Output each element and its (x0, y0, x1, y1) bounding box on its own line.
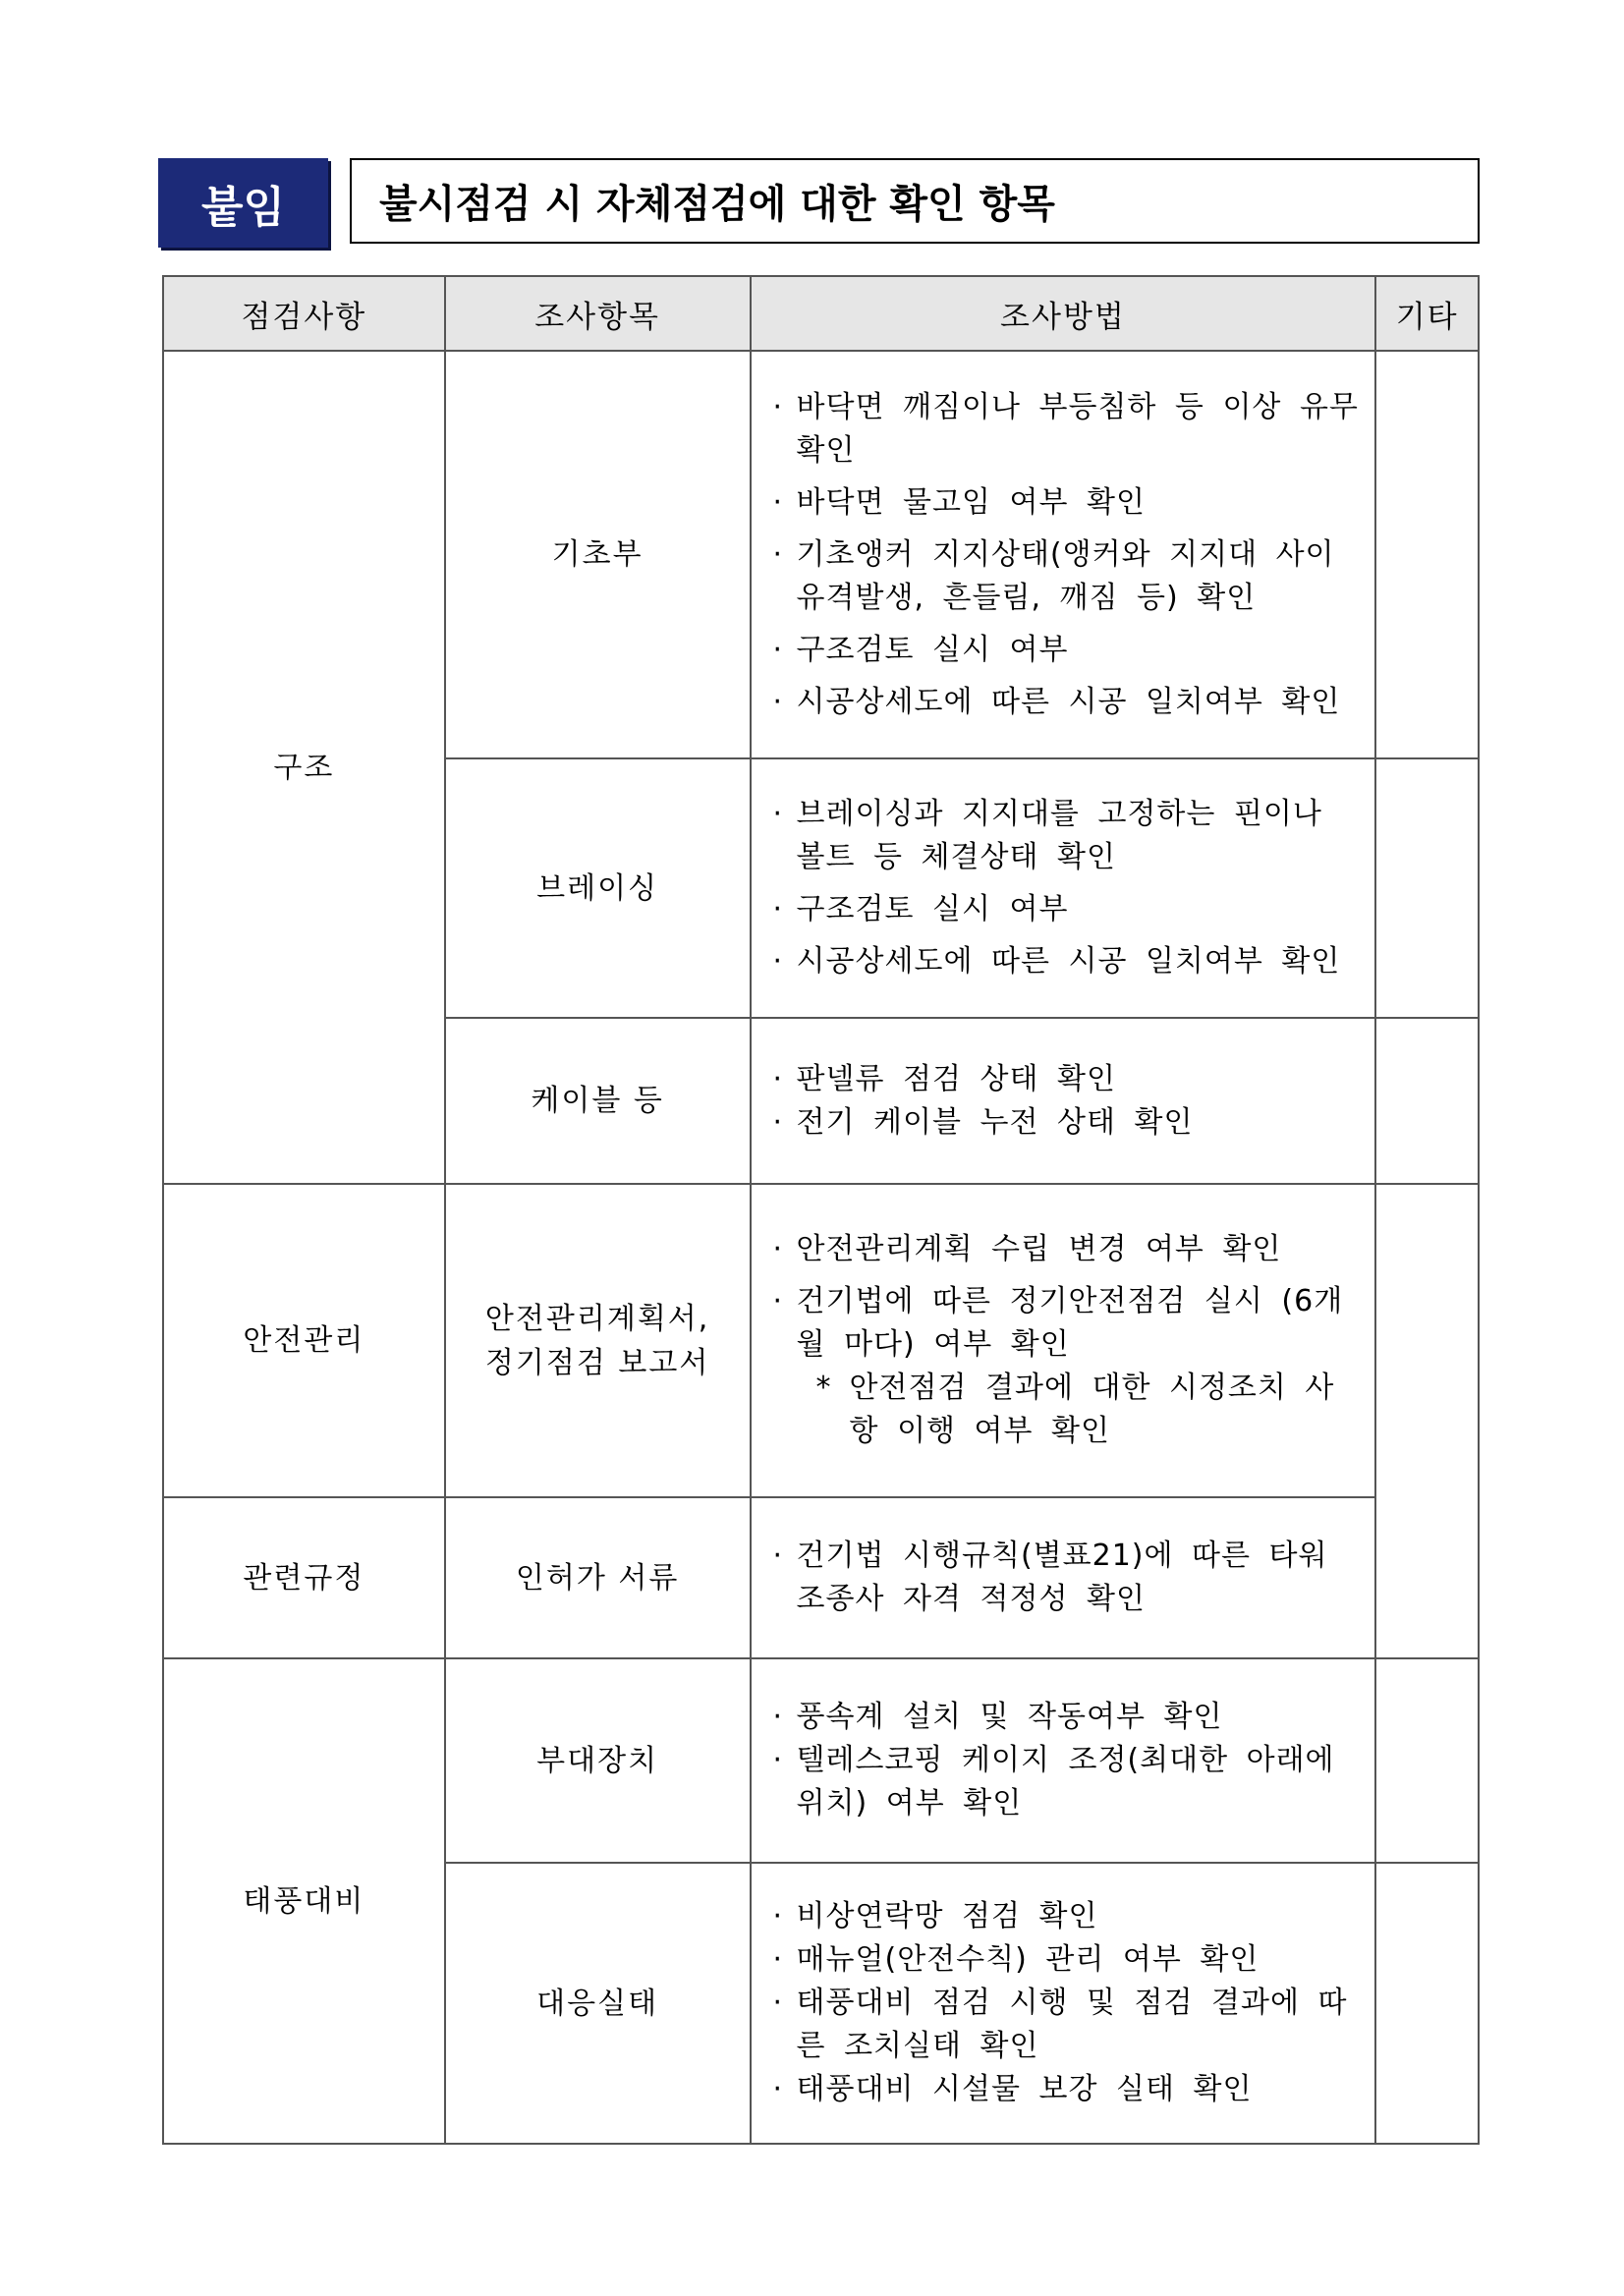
methods-auxiliary (751, 1658, 1376, 1863)
table-row (163, 1658, 1479, 1863)
etc-cell (1375, 1658, 1479, 1863)
attachment-badge: 붙임 (158, 158, 328, 248)
column-header-item: 조사항목 (445, 276, 751, 351)
safety-note: * 안전점검 결과에 대한 시정조치 사항 이행 여부 확인 (815, 1371, 1335, 1448)
list-item: · 판넬류 점검 상태 확인 (772, 1061, 1116, 1096)
etc-cell (1375, 758, 1479, 1018)
category-structure: 구조 (163, 351, 445, 1184)
list-item: · 매뉴얼(안전수칙) 관리 여부 확인 (772, 1942, 1260, 1977)
column-header-method: 조사방법 (751, 276, 1376, 351)
column-header-etc: 기타 (1375, 276, 1479, 351)
category-regulation: 관련규정 (163, 1497, 445, 1658)
methods-safety (751, 1184, 1376, 1497)
item-response: 대응실태 (445, 1863, 751, 2144)
item-cable: 케이블 등 (445, 1018, 751, 1184)
table-row (163, 351, 1479, 758)
list-item: · 시공상세도에 따른 시공 일치여부 확인 (772, 944, 1341, 979)
item-safety-plan-line2: 정기점검 보고서 (484, 1345, 710, 1380)
category-safety: 안전관리 (163, 1184, 445, 1497)
list-item: · 비상연락망 점검 확인 (772, 1899, 1098, 1933)
list-item: · 시공상세도에 따른 시공 일치여부 확인 (772, 684, 1341, 719)
list-item: · 바닥면 깨짐이나 부등침하 등 이상 유무 확인 (772, 389, 1359, 468)
item-auxiliary: 부대장치 (445, 1658, 751, 1863)
methods-cable (751, 1018, 1376, 1184)
list-item: · 브레이싱과 지지대를 고정하는 핀이나 볼트 등 체결상태 확인 (772, 797, 1322, 874)
item-safety-plan-line1: 안전관리계획서, (484, 1301, 710, 1336)
column-header-category: 점검사항 (163, 276, 445, 351)
page-title: 불시점검 시 자체점검에 대한 확인 항목 (350, 158, 1480, 244)
table-row (163, 1497, 1479, 1658)
list-item: · 기초앵커 지지상태(앵커와 지지대 사이 유격발생, 흔들림, 깨짐 등) 확인 (772, 536, 1335, 615)
list-item: · 텔레스코핑 케이지 조정(최대한 아래에 위치) 여부 확인 (772, 1743, 1335, 1820)
title-row (158, 158, 1484, 248)
etc-cell (1375, 1018, 1479, 1184)
methods-regulation (751, 1497, 1376, 1658)
list-item: · 안전관리계획 수립 변경 여부 확인 (772, 1232, 1282, 1266)
inspection-table (162, 275, 1480, 2145)
etc-cell (1375, 351, 1479, 758)
item-safety-plan (445, 1184, 751, 1497)
table-row (163, 1184, 1479, 1497)
methods-response (751, 1863, 1376, 2144)
list-item: · 건기법에 따른 정기안전점검 실시 (6개월 마다) 여부 확인 (772, 1284, 1344, 1362)
methods-bracing (751, 758, 1376, 1018)
methods-foundation (751, 351, 1376, 758)
list-item: · 태풍대비 시설물 보강 실태 확인 (772, 2072, 1253, 2106)
table-header-row (163, 276, 1479, 351)
list-item: · 구조검토 실시 여부 (772, 632, 1069, 667)
list-item: · 풍속계 설치 및 작동여부 확인 (772, 1700, 1223, 1734)
list-item: · 태풍대비 점검 시행 및 점검 결과에 따른 조치실태 확인 (772, 1986, 1348, 2063)
list-item: · 전기 케이블 누전 상태 확인 (772, 1104, 1194, 1140)
etc-cell (1375, 1184, 1479, 1658)
item-permit-docs: 인허가 서류 (445, 1497, 751, 1658)
category-typhoon: 태풍대비 (163, 1658, 445, 2144)
item-foundation: 기초부 (445, 351, 751, 758)
list-item: · 바닥면 물고임 여부 확인 (772, 484, 1146, 520)
etc-cell (1375, 1863, 1479, 2144)
item-bracing: 브레이싱 (445, 758, 751, 1018)
list-item: · 건기법 시행규칙(별표21)에 따른 타워 조종사 자격 적정성 확인 (772, 1539, 1328, 1616)
list-item: · 구조검토 실시 여부 (772, 892, 1069, 926)
